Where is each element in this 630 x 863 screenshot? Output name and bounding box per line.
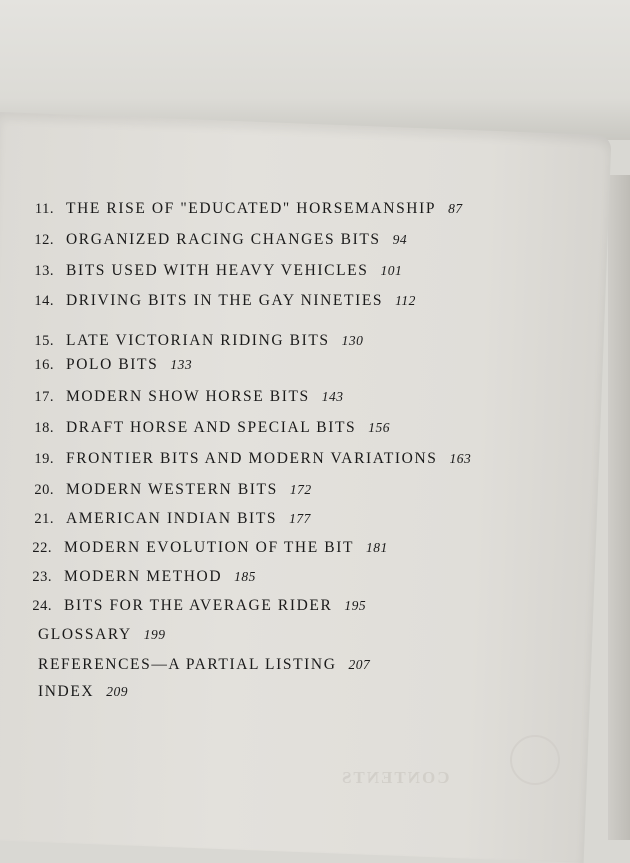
toc-entry xyxy=(38,626,166,644)
toc-entry xyxy=(38,683,128,701)
page-number: 94 xyxy=(392,232,408,247)
chapter-number: 14. xyxy=(34,293,54,309)
page-number: 185 xyxy=(234,569,256,584)
toc-entry xyxy=(10,597,366,615)
page-number: 207 xyxy=(348,657,371,672)
chapter-title: BITS USED WITH HEAVY VEHICLES xyxy=(66,262,369,279)
chapter-title: THE RISE OF "EDUCATED" HORSEMANSHIP xyxy=(66,200,437,217)
chapter-number: 20. xyxy=(34,482,54,498)
back-matter-title: INDEX xyxy=(38,683,95,700)
toc-entry xyxy=(12,450,471,468)
chapter-title: DRAFT HORSE AND SPECIAL BITS xyxy=(66,419,357,436)
chapter-number: 12. xyxy=(34,232,54,248)
toc-entry xyxy=(12,200,463,218)
page-number: 101 xyxy=(380,263,403,278)
page-number: 177 xyxy=(289,511,311,526)
toc-entry xyxy=(12,481,312,499)
chapter-title: POLO BITS xyxy=(66,356,159,373)
toc-entry xyxy=(12,332,363,350)
chapter-number: 21. xyxy=(34,511,54,527)
chapter-title: ORGANIZED RACING CHANGES BITS xyxy=(66,231,381,248)
toc-entry xyxy=(12,419,390,437)
page-number: 181 xyxy=(366,540,388,555)
page-edge xyxy=(608,175,630,840)
page-number: 133 xyxy=(170,357,193,372)
toc-entry xyxy=(12,388,344,406)
chapter-number: 22. xyxy=(32,540,52,556)
chapter-number: 11. xyxy=(34,201,54,217)
chapter-title: MODERN WESTERN BITS xyxy=(66,481,278,498)
page-number: 143 xyxy=(321,389,344,404)
page-number: 199 xyxy=(143,627,166,642)
toc-entry xyxy=(10,539,388,557)
show-through-ornament xyxy=(510,735,560,785)
chapter-number: 15. xyxy=(34,333,54,349)
chapter-number: 16. xyxy=(34,357,54,373)
chapter-number: 19. xyxy=(34,451,54,467)
chapter-title: MODERN SHOW HORSE BITS xyxy=(66,388,310,405)
chapter-number: 23. xyxy=(32,569,52,585)
chapter-title: AMERICAN INDIAN BITS xyxy=(66,510,278,527)
page-number: 112 xyxy=(395,293,416,308)
chapter-title: LATE VICTORIAN RIDING BITS xyxy=(66,332,330,349)
page-number: 195 xyxy=(344,598,367,613)
toc-entry xyxy=(38,656,370,674)
toc-entry xyxy=(12,292,416,310)
page-number: 87 xyxy=(448,201,463,216)
chapter-number: 18. xyxy=(34,420,54,436)
page-number: 156 xyxy=(368,420,391,435)
chapter-title: BITS FOR THE AVERAGE RIDER xyxy=(64,597,333,614)
show-through-heading: CONTENTS xyxy=(340,768,450,787)
page-number: 163 xyxy=(449,451,472,466)
toc-entry xyxy=(12,510,311,528)
chapter-title: FRONTIER BITS AND MODERN VARIATIONS xyxy=(66,450,438,467)
toc-entry xyxy=(12,262,402,280)
page-number: 130 xyxy=(341,333,364,348)
back-matter-title: GLOSSARY xyxy=(38,626,132,643)
toc-entry xyxy=(12,231,407,249)
chapter-title: DRIVING BITS IN THE GAY NINETIES xyxy=(66,292,384,309)
chapter-title: MODERN METHOD xyxy=(64,568,223,585)
toc-entry xyxy=(10,568,256,586)
back-matter-title: REFERENCES—A PARTIAL LISTING xyxy=(38,656,337,673)
page-number: 172 xyxy=(289,482,312,497)
chapter-number: 24. xyxy=(32,598,52,614)
chapter-number: 13. xyxy=(34,263,54,279)
chapter-title: MODERN EVOLUTION OF THE BIT xyxy=(64,539,355,556)
page-number: 209 xyxy=(106,684,128,699)
chapter-number: 17. xyxy=(34,389,54,405)
toc-entry xyxy=(12,356,192,374)
